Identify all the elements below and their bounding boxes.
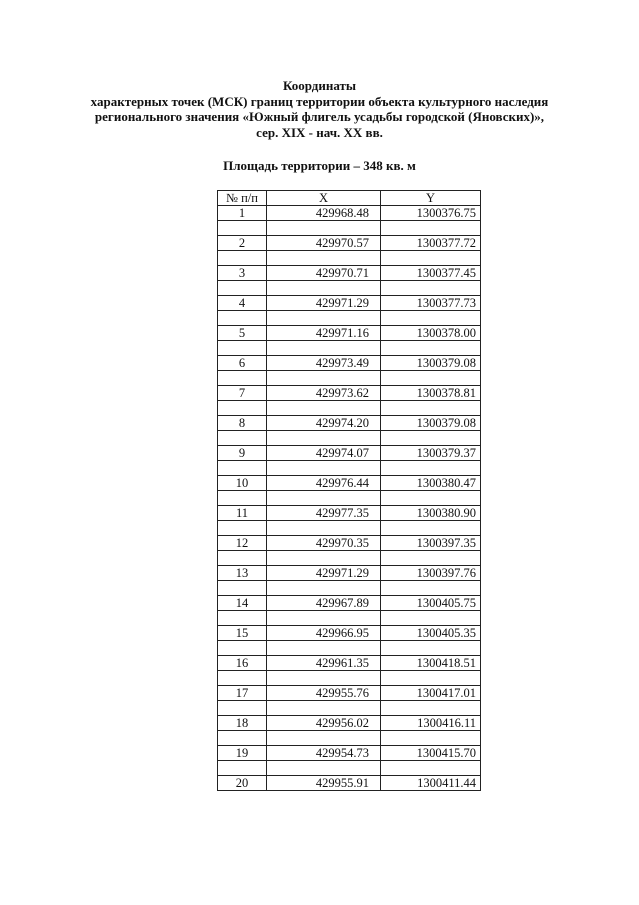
table-spacer-row [218,311,481,326]
empty-cell [218,551,267,566]
cell-number: 15 [218,626,267,641]
cell-y: 1300376.75 [381,206,481,221]
empty-cell [267,401,381,416]
table-spacer-row [218,341,481,356]
empty-cell [381,521,481,536]
table-row [218,326,481,341]
cell-x: 429955.76 [267,686,381,701]
empty-cell [381,671,481,686]
heading-line-4: сер. XIX - нач. XX вв. [256,124,383,140]
cell-y: 1300405.35 [381,626,481,641]
table-row [218,476,481,491]
empty-cell [218,431,267,446]
empty-cell [218,401,267,416]
cell-x: 429976.44 [267,476,381,491]
cell-x: 429974.20 [267,416,381,431]
empty-cell [381,701,481,716]
table-row [218,266,481,281]
table-spacer-row [218,761,481,776]
cell-y: 1300397.76 [381,566,481,581]
empty-cell [218,671,267,686]
cell-x: 429973.62 [267,386,381,401]
cell-number: 17 [218,686,267,701]
empty-cell [381,281,481,296]
empty-cell [381,641,481,656]
cell-x: 429971.29 [267,296,381,311]
table-row [218,746,481,761]
table-spacer-row [218,281,481,296]
cell-number: 5 [218,326,267,341]
cell-number: 9 [218,446,267,461]
cell-number: 7 [218,386,267,401]
cell-x: 429971.29 [267,566,381,581]
cell-y: 1300411.44 [381,776,481,791]
table-row [218,686,481,701]
table-row [218,356,481,371]
empty-cell [381,311,481,326]
cell-y: 1300415.70 [381,746,481,761]
empty-cell [381,461,481,476]
empty-cell [267,371,381,386]
cell-x: 429973.49 [267,356,381,371]
cell-y: 1300377.45 [381,266,481,281]
cell-number: 18 [218,716,267,731]
empty-cell [218,581,267,596]
empty-cell [218,341,267,356]
table-header-row [218,191,481,206]
empty-cell [267,521,381,536]
empty-cell [267,641,381,656]
table-spacer-row [218,371,481,386]
table-row [218,656,481,671]
cell-number: 19 [218,746,267,761]
cell-x: 429970.57 [267,236,381,251]
empty-cell [381,761,481,776]
table-row [218,626,481,641]
empty-cell [267,461,381,476]
table-row [218,596,481,611]
empty-cell [381,221,481,236]
empty-cell [381,371,481,386]
empty-cell [218,701,267,716]
cell-y: 1300380.47 [381,476,481,491]
cell-number: 4 [218,296,267,311]
table-row [218,236,481,251]
empty-cell [218,221,267,236]
cell-x: 429966.95 [267,626,381,641]
empty-cell [267,701,381,716]
cell-number: 16 [218,656,267,671]
cell-number: 10 [218,476,267,491]
table-spacer-row [218,641,481,656]
column-header-y: Y [381,191,481,206]
cell-x: 429967.89 [267,596,381,611]
column-header-number: № п/п [218,191,267,206]
empty-cell [267,671,381,686]
empty-cell [381,581,481,596]
table-spacer-row [218,611,481,626]
cell-y: 1300397.35 [381,536,481,551]
empty-cell [218,281,267,296]
cell-number: 2 [218,236,267,251]
cell-number: 14 [218,596,267,611]
table-spacer-row [218,401,481,416]
cell-y: 1300379.37 [381,446,481,461]
empty-cell [218,611,267,626]
area-statement: Площадь территории – 348 кв. м [223,158,416,173]
cell-x: 429970.71 [267,266,381,281]
table-spacer-row [218,431,481,446]
empty-cell [267,581,381,596]
cell-y: 1300377.72 [381,236,481,251]
empty-cell [267,431,381,446]
cell-x: 429971.16 [267,326,381,341]
cell-x: 429955.91 [267,776,381,791]
cell-y: 1300378.81 [381,386,481,401]
empty-cell [381,611,481,626]
empty-cell [381,551,481,566]
cell-y: 1300416.11 [381,716,481,731]
table-row [218,716,481,731]
cell-number: 11 [218,506,267,521]
table-row [218,536,481,551]
document-heading [0,78,639,140]
cell-x: 429968.48 [267,206,381,221]
empty-cell [218,491,267,506]
table-spacer-row [218,671,481,686]
cell-y: 1300379.08 [381,356,481,371]
table-row [218,776,481,791]
empty-cell [218,251,267,266]
empty-cell [218,461,267,476]
cell-y: 1300378.00 [381,326,481,341]
table-spacer-row [218,701,481,716]
empty-cell [381,401,481,416]
table-spacer-row [218,581,481,596]
cell-x: 429977.35 [267,506,381,521]
table-spacer-row [218,491,481,506]
empty-cell [381,431,481,446]
empty-cell [381,731,481,746]
table-row [218,566,481,581]
empty-cell [267,761,381,776]
cell-x: 429961.35 [267,656,381,671]
empty-cell [267,251,381,266]
empty-cell [218,731,267,746]
table-row [218,296,481,311]
cell-x: 429970.35 [267,536,381,551]
cell-x: 429956.02 [267,716,381,731]
table-row [218,446,481,461]
empty-cell [267,341,381,356]
empty-cell [267,731,381,746]
empty-cell [267,551,381,566]
table-body [218,206,481,791]
table-spacer-row [218,731,481,746]
empty-cell [267,611,381,626]
table-spacer-row [218,221,481,236]
cell-y: 1300418.51 [381,656,481,671]
column-header-x: X [267,191,381,206]
heading-line-3: регионального значения «Южный флигель усадьбы городской (Яновских)», [94,109,545,124]
table-row [218,386,481,401]
cell-number: 3 [218,266,267,281]
table-spacer-row [218,461,481,476]
cell-y: 1300377.73 [381,296,481,311]
cell-y: 1300405.75 [381,596,481,611]
cell-number: 20 [218,776,267,791]
empty-cell [218,521,267,536]
table-row [218,506,481,521]
empty-cell [267,281,381,296]
cell-y: 1300379.08 [381,416,481,431]
empty-cell [267,311,381,326]
cell-y: 1300417.01 [381,686,481,701]
cell-number: 8 [218,416,267,431]
cell-x: 429954.73 [267,746,381,761]
empty-cell [267,221,381,236]
table-row [218,416,481,431]
cell-x: 429974.07 [267,446,381,461]
heading-line-1: Координаты [282,78,357,93]
cell-y: 1300380.90 [381,506,481,521]
cell-number: 6 [218,356,267,371]
empty-cell [218,641,267,656]
coordinates-table [217,190,481,791]
empty-cell [381,341,481,356]
empty-cell [267,491,381,506]
cell-number: 12 [218,536,267,551]
empty-cell [381,251,481,266]
empty-cell [218,761,267,776]
cell-number: 13 [218,566,267,581]
table-row [218,206,481,221]
table-spacer-row [218,521,481,536]
cell-number: 1 [218,206,267,221]
heading-line-2: характерных точек (МСК) границ территории объекта культурного наследия [90,93,549,109]
empty-cell [381,491,481,506]
empty-cell [218,371,267,386]
empty-cell [218,311,267,326]
table-spacer-row [218,551,481,566]
table-spacer-row [218,251,481,266]
